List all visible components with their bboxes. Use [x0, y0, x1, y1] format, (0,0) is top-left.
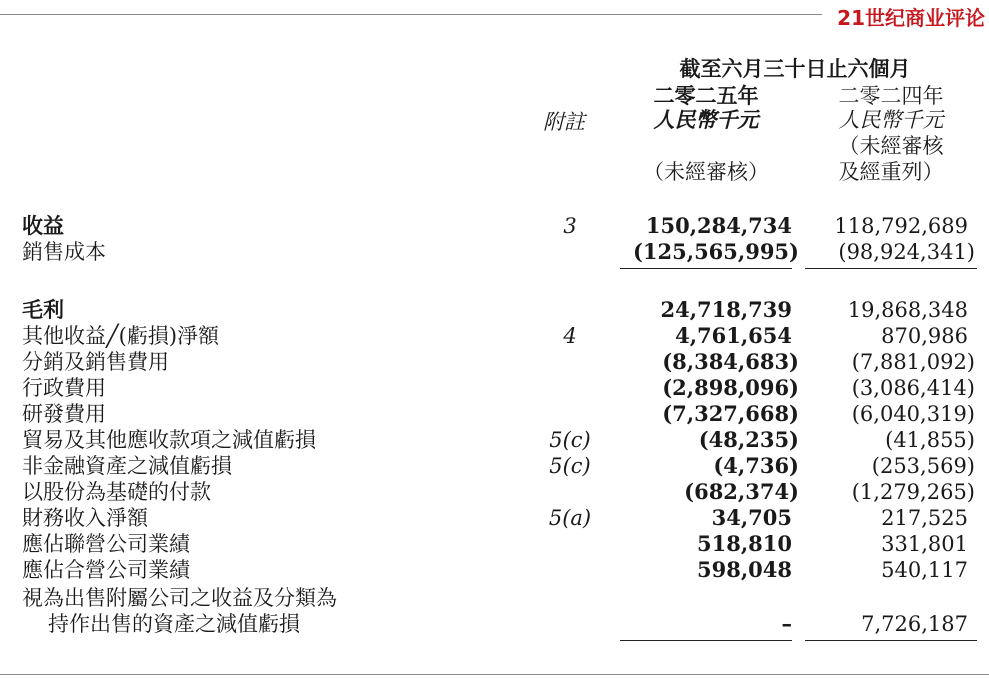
row-note: 3	[563, 214, 577, 238]
row-previous: (1,279,265)	[851, 480, 975, 504]
row-previous: (98,924,341)	[838, 240, 975, 264]
row-note: 4	[563, 324, 577, 348]
table-row	[0, 349, 989, 375]
row-label: 以股份為基礎的付款	[22, 480, 211, 504]
row-previous: 870,986	[881, 324, 968, 348]
note-column-heading: 附註	[543, 110, 585, 134]
table-row	[0, 479, 989, 505]
row-current: 518,810	[697, 531, 792, 556]
table-row	[0, 453, 989, 479]
row-label: 行政費用	[22, 376, 106, 400]
row-previous: 217,525	[881, 506, 968, 530]
row-current: (125,565,995)	[632, 239, 799, 264]
row-note: 5(c)	[549, 428, 591, 452]
row-previous: (41,855)	[885, 428, 975, 452]
row-current: 598,048	[697, 557, 792, 582]
row-label: 銷售成本	[22, 240, 106, 264]
row-current: –	[781, 611, 792, 636]
table-row	[0, 401, 989, 427]
current-status: （未經審核）	[643, 160, 769, 184]
table-row	[0, 557, 989, 583]
row-label: 應佔合營公司業績	[22, 558, 190, 582]
row-note: 5(a)	[548, 506, 592, 530]
bottom-rule	[0, 674, 989, 675]
total-rule-current	[620, 640, 792, 641]
row-current: (7,327,668)	[662, 401, 799, 426]
row-current: (2,898,096)	[662, 375, 799, 400]
previous-unit: 人民幣千元	[838, 108, 944, 132]
row-previous: 7,726,187	[861, 612, 968, 636]
row-current: (682,374)	[684, 479, 799, 504]
row-label: 研發費用	[22, 402, 106, 426]
previous-status-2: 及經重列）	[838, 160, 944, 184]
row-label-continued: 持作出售的資產之減值虧損	[48, 612, 300, 636]
period-heading: 截至六月三十日止六個月	[679, 56, 911, 81]
table-row	[0, 239, 989, 265]
row-label: 貿易及其他應收款項之減值虧損	[22, 428, 316, 452]
table-row	[0, 297, 989, 323]
row-current: 34,705	[711, 505, 792, 530]
row-label: 收益	[22, 213, 64, 238]
row-previous: (253,569)	[871, 454, 975, 478]
row-label: 財務收入淨額	[22, 506, 148, 530]
table-row	[0, 505, 989, 531]
row-previous: (6,040,319)	[851, 402, 975, 426]
row-current: 150,284,734	[645, 213, 792, 238]
subtotal-rule-current	[620, 268, 792, 269]
table-row	[0, 427, 989, 453]
row-label: 視為出售附屬公司之收益及分類為	[22, 586, 337, 610]
brand-logo: 21世纪商业评论	[837, 6, 985, 30]
subtotal-rule-previous	[805, 268, 977, 269]
row-previous: 540,117	[881, 558, 968, 582]
row-previous: (3,086,414)	[851, 376, 975, 400]
row-label: 非金融資產之減值虧損	[22, 454, 232, 478]
row-previous: 19,868,348	[847, 298, 968, 322]
table-row	[0, 585, 989, 611]
row-previous: 331,801	[881, 532, 968, 556]
table-row	[0, 375, 989, 401]
row-current: (4,736)	[713, 453, 799, 478]
row-label: 應佔聯營公司業績	[22, 532, 190, 556]
row-note: 5(c)	[549, 454, 591, 478]
current-unit: 人民幣千元	[653, 107, 759, 132]
row-label: 分銷及銷售費用	[22, 350, 169, 374]
previous-status-1: （未經審核	[838, 134, 944, 158]
row-label: 毛利	[22, 297, 64, 322]
row-current: (48,235)	[698, 427, 799, 452]
row-current: (8,384,683)	[662, 349, 799, 374]
row-label: 其他收益╱(虧損)淨額	[22, 324, 220, 348]
top-rule	[0, 14, 822, 15]
current-year: 二零二五年	[653, 83, 759, 108]
table-row	[0, 531, 989, 557]
row-previous: (7,881,092)	[851, 350, 975, 374]
previous-year: 二零二四年	[838, 84, 944, 108]
table-row	[0, 611, 989, 637]
table-row	[0, 323, 989, 349]
row-current: 4,761,654	[675, 323, 792, 348]
row-previous: 118,792,689	[834, 214, 968, 238]
total-rule-previous	[805, 640, 977, 641]
table-row	[0, 213, 989, 239]
row-current: 24,718,739	[660, 297, 792, 322]
